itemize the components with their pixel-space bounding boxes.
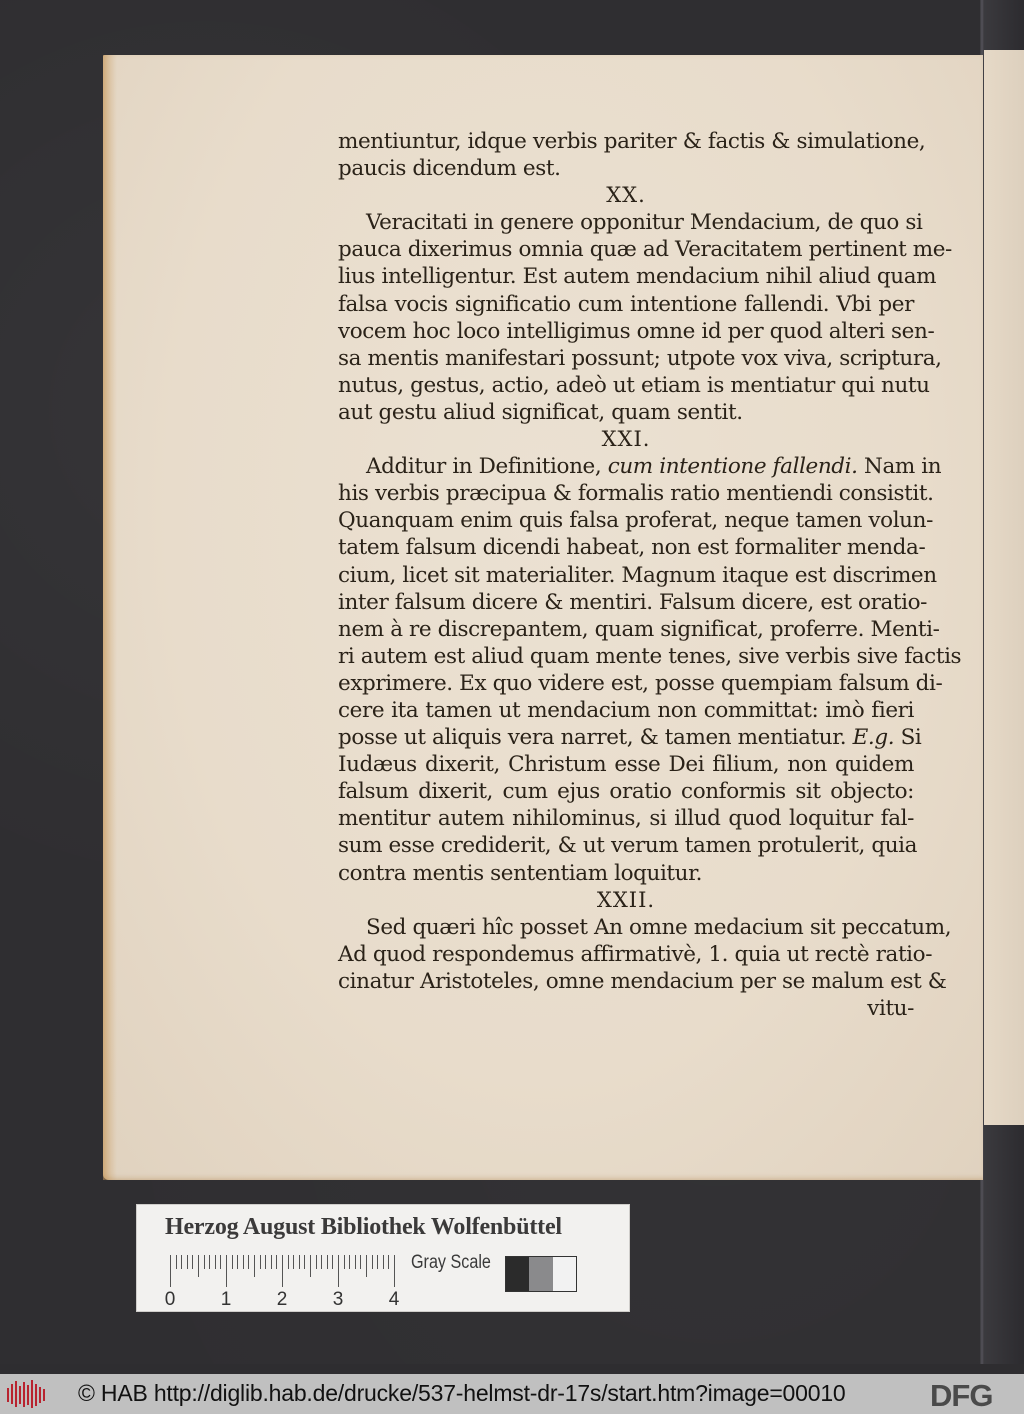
text-line: sa mentis manifestari possunt; utpote vox viva, scriptura,	[338, 345, 942, 371]
ruler-tick	[192, 1255, 193, 1269]
text-line: Quanquam enim quis falsa proferat, neque tamen volun-	[338, 508, 933, 534]
gray-scale-swatches	[505, 1256, 577, 1292]
ruler-tick	[176, 1255, 177, 1269]
ruler-tick	[293, 1255, 294, 1269]
ruler-tick	[344, 1255, 345, 1269]
ruler-tick	[355, 1255, 356, 1269]
ruler-tick	[198, 1255, 199, 1277]
text-run: posse ut aliquis vera narret, & tamen mentiatur.	[338, 725, 853, 751]
dfg-logo: DFG	[930, 1378, 993, 1413]
text-line	[338, 724, 922, 751]
ruler-tick	[220, 1255, 221, 1269]
ruler-tick	[265, 1255, 266, 1269]
library-name: Herzog August Bibliothek Wolfenbüttel	[165, 1214, 562, 1240]
text-line: aut gestu aliud significat, quam sentit.	[338, 399, 743, 425]
gray-scale-label: Gray Scale	[411, 1252, 491, 1273]
ruler-tick	[254, 1255, 255, 1277]
ruler-label: 4	[388, 1289, 400, 1310]
ruler-tick	[243, 1255, 244, 1269]
section-heading: XXI.	[601, 427, 651, 452]
ruler-tick	[349, 1255, 350, 1269]
text-line: falsa vocis significatio cum intentione fallendi. Vbi per	[338, 291, 914, 317]
ruler-tick	[388, 1255, 389, 1269]
ruler-tick	[394, 1255, 395, 1287]
hab-barcode-logo-icon	[5, 1379, 47, 1409]
ruler-tick	[360, 1255, 361, 1269]
ruler-tick	[304, 1255, 305, 1269]
ruler-tick	[215, 1255, 216, 1269]
ruler-tick	[377, 1255, 378, 1269]
italic-text-run: cum intentione fallendi.	[607, 454, 858, 480]
gray-swatch	[553, 1257, 576, 1291]
ruler-tick	[226, 1255, 227, 1287]
text-line: mentitur autem nihilominus, si illud quod loquitur fal-	[338, 806, 914, 832]
text-line: inter falsum dicere & mentiri. Falsum dicere, est oratio-	[338, 589, 927, 615]
ruler-tick	[276, 1255, 277, 1269]
ruler-tick	[181, 1255, 182, 1269]
text-line: Sed quæri hîc posset An omne medacium sit peccatum,	[366, 914, 952, 940]
text-line: falsum dixerit, cum ejus oratio conformis sit objecto:	[338, 779, 914, 805]
gray-swatch	[506, 1257, 529, 1291]
adjacent-page-edge	[984, 50, 1024, 1125]
ruler-tick	[187, 1255, 188, 1269]
color-calibration-card	[137, 1205, 629, 1311]
section-heading: XXII.	[596, 887, 656, 912]
ruler-tick	[260, 1255, 261, 1269]
text-line: nem à re discrepantem, quam significat, proferre. Menti-	[338, 616, 940, 642]
catchword: vitu-	[867, 996, 914, 1021]
ruler-tick	[338, 1255, 339, 1287]
ruler-label: 2	[276, 1289, 288, 1310]
ruler-tick	[316, 1255, 317, 1269]
text-line	[338, 453, 942, 480]
ruler-tick	[271, 1255, 272, 1269]
ruler-tick	[327, 1255, 328, 1269]
ruler-tick	[204, 1255, 205, 1269]
text-line: Iudæus dixerit, Christum esse Dei filium, non quidem	[338, 752, 914, 778]
text-line: lius intelligentur. Est autem mendacium nihil aliud quam	[338, 264, 937, 290]
text-line: cium, licet sit materialiter. Magnum itaque est discrimen	[338, 562, 937, 588]
ruler-tick	[170, 1255, 171, 1287]
gray-swatch	[529, 1257, 552, 1291]
ruler-label: 1	[220, 1289, 232, 1310]
text-line: mentiuntur, idque verbis pariter & factis & simulatione,	[338, 129, 926, 154]
ruler-tick	[299, 1255, 300, 1269]
text-line: exprimere. Ex quo videre est, posse quempiam falsum di-	[338, 670, 943, 696]
page-text	[338, 128, 962, 1022]
text-line: his verbis præcipua & formalis ratio mentiendi consistit.	[338, 481, 934, 507]
ruler-tick	[372, 1255, 373, 1269]
text-line: paucis dicendum est.	[338, 156, 561, 182]
permalink[interactable]: © HAB http://diglib.hab.de/drucke/537-helmst-dr-17s/start.htm?image=00010	[78, 1380, 846, 1406]
italic-text-run: E.g.	[852, 725, 895, 751]
ruler-tick	[288, 1255, 289, 1269]
text-run: Additur in Definitione,	[366, 454, 608, 480]
ruler-label: 0	[164, 1289, 176, 1310]
text-line: contra mentis sententiam loquitur.	[338, 860, 703, 886]
text-line: Ad quod respondemus affirmativè, 1. quia ut rectè ratio-	[338, 941, 933, 967]
text-line: tatem falsum dicendi habeat, non est formaliter menda-	[338, 535, 926, 561]
ruler-tick	[332, 1255, 333, 1269]
text-line: Veracitati in genere opponitur Mendacium, de quo si	[366, 210, 923, 236]
text-line: cinatur Aristoteles, omne mendacium per se malum est &	[338, 968, 947, 994]
text-run: Nam in	[857, 454, 942, 480]
text-line: vocem hoc loco intelligimus omne id per quod alteri sen-	[338, 318, 935, 344]
ruler-tick	[383, 1255, 384, 1269]
centimeter-ruler	[164, 1255, 400, 1310]
ruler-tick	[310, 1255, 311, 1277]
ruler-tick	[282, 1255, 283, 1287]
text-line: pauca dixerimus omnia quæ ad Veracitatem pertinent me-	[338, 237, 952, 263]
ruler-tick	[237, 1255, 238, 1269]
ruler-tick	[321, 1255, 322, 1269]
ruler-tick	[232, 1255, 233, 1269]
text-line: sum esse crediderit, & ut verum tamen protulerit, quia	[338, 833, 918, 859]
text-line: ri autem est aliud quam mente tenes, sive verbis sive factis	[338, 643, 962, 669]
ruler-tick	[248, 1255, 249, 1269]
ruler-tick	[366, 1255, 367, 1277]
section-heading: XX.	[606, 183, 646, 208]
text-run: Si	[894, 725, 922, 751]
footer-bar	[0, 1374, 1024, 1414]
ruler-label: 3	[332, 1289, 344, 1310]
text-line: nutus, gestus, actio, adeò ut etiam is mentiatur qui nutu	[338, 372, 930, 398]
ruler-tick	[209, 1255, 210, 1269]
text-line: cere ita tamen ut mendacium non committat: imò fieri	[338, 697, 914, 723]
